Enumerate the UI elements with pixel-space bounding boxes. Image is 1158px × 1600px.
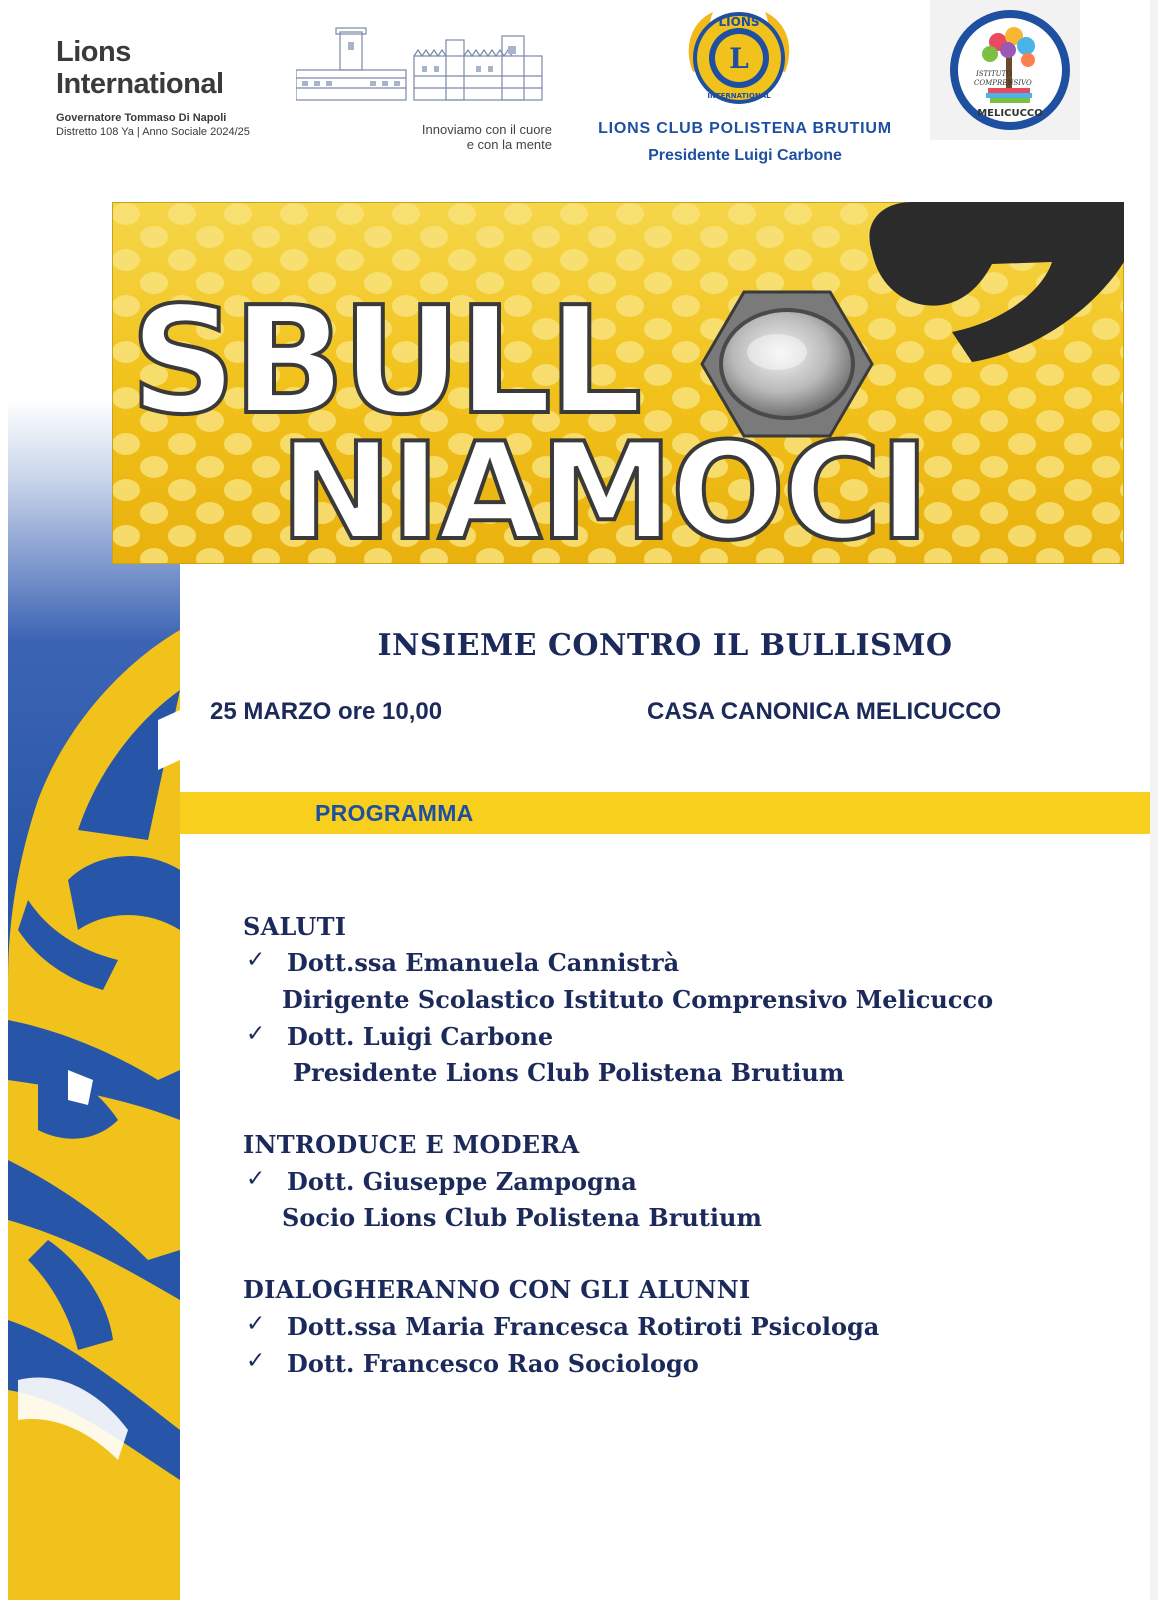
saluti-speaker2-name: Dott. Luigi Carbone: [287, 1022, 554, 1051]
event-place: CASA CANONICA MELICUCCO: [647, 698, 1002, 725]
modera-speaker1-name: Dott. Giuseppe Zampogna: [287, 1167, 637, 1196]
motto-line1: Innoviamo con il cuore: [421, 122, 552, 137]
check-icon: ✓: [246, 1311, 266, 1337]
emblem-top-text: LIONS: [718, 15, 760, 29]
governor-text: Governatore Tommaso Di Napoli: [56, 112, 227, 124]
club-name: LIONS CLUB POLISTENA BRUTIUM: [598, 120, 892, 137]
lion-head-icon: [8, 600, 188, 1600]
club-president: Presidente Luigi Carbone: [648, 147, 842, 164]
lions-emblem-icon: [683, 2, 795, 114]
school-text-mid: COMPRENSIVO: [974, 79, 1032, 87]
motto-line2: e con la mente: [466, 137, 552, 152]
school-tree-logo-icon: [948, 8, 1072, 132]
castle-illustration-icon: [296, 26, 552, 106]
lions-international-logo: [56, 36, 250, 138]
brand-line2: International: [56, 68, 224, 100]
event-date: 25 MARZO ore 10,00: [210, 698, 443, 725]
modera-speaker1-role: Socio Lions Club Polistena Brutium: [282, 1203, 762, 1232]
check-icon: ✓: [246, 1021, 266, 1047]
modera-heading: INTRODUCE E MODERA: [243, 1130, 580, 1159]
saluti-speaker1-role: Dirigente Scolastico Istituto Comprensivo Melicucco: [282, 985, 994, 1014]
school-text-top: ISTITUTO: [976, 70, 1012, 78]
dialogo-speaker1: Dott.ssa Maria Francesca Rotiroti Psicologa: [287, 1312, 880, 1341]
right-edge: [1150, 0, 1158, 1600]
check-icon: ✓: [246, 947, 266, 973]
motto-text: [380, 122, 552, 152]
programma-label: PROGRAMMA: [315, 800, 474, 826]
emblem-bottom-text: INTERNATIONAL: [707, 92, 771, 100]
check-icon: ✓: [246, 1166, 266, 1192]
sbullniamoci-banner: [112, 202, 1124, 564]
district-text: Distretto 108 Ya | Anno Sociale 2024/25: [56, 126, 250, 138]
banner-title-line2: NIAMOCI: [280, 414, 928, 564]
banner-title-line1: SBULL: [130, 275, 639, 447]
dialogo-heading: DIALOGHERANNO CON GLI ALUNNI: [243, 1275, 751, 1304]
saluti-speaker1-name: Dott.ssa Emanuela Cannistrà: [287, 948, 680, 977]
emblem-letter: L: [729, 42, 749, 75]
dialogo-speaker2: Dott. Francesco Rao Sociologo: [287, 1349, 699, 1378]
event-subtitle: INSIEME CONTRO IL BULLISMO: [377, 628, 953, 663]
saluti-heading: SALUTI: [243, 912, 347, 941]
saluti-speaker2-role: Presidente Lions Club Polistena Brutium: [293, 1058, 845, 1087]
check-icon: ✓: [246, 1348, 266, 1374]
school-text-bottom: MELICUCCO: [977, 108, 1043, 119]
brand-line1: Lions: [56, 36, 131, 68]
